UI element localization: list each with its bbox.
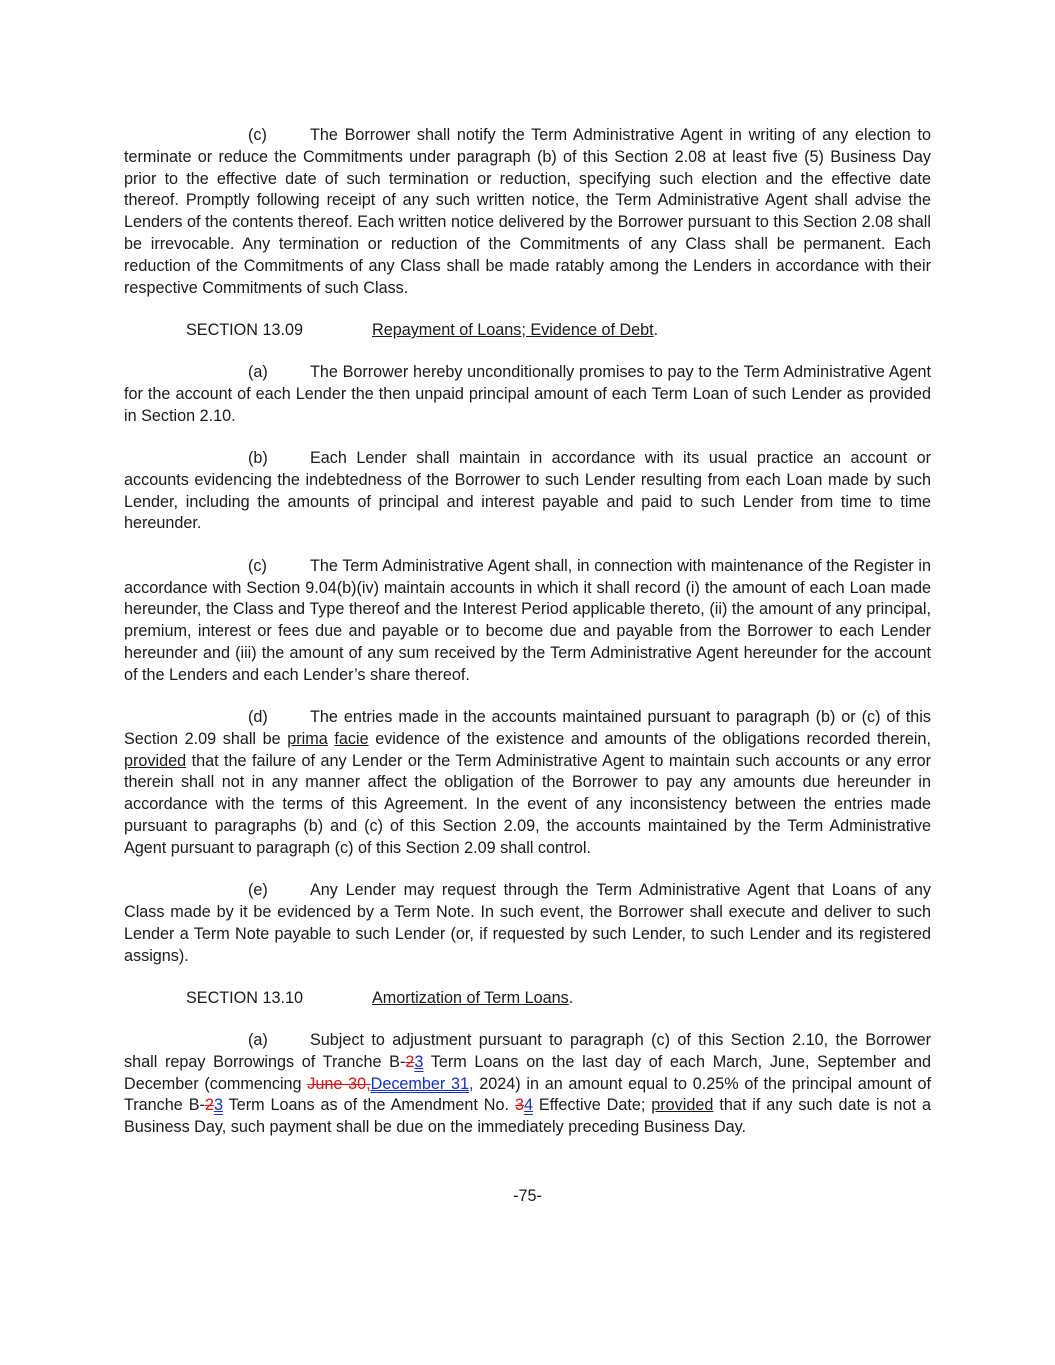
- paragraph-2-09-b: [124, 448, 931, 535]
- paragraph-2-09-e: [124, 880, 931, 967]
- deleted-text: 3: [514, 1096, 524, 1115]
- paragraph-label: (c): [248, 126, 267, 144]
- paragraph-2-09-a: [124, 362, 931, 427]
- deleted-text: 2: [405, 1052, 415, 1071]
- section-title: Amortization of Term Loans: [372, 988, 569, 1007]
- paragraph-label: (a): [248, 1031, 268, 1050]
- inserted-text: 3: [414, 1052, 424, 1071]
- section-heading-13-09: SECTION 13.09 Repayment of Loans; Evidence of Debt.: [186, 320, 931, 342]
- paragraph-text: The Borrower hereby unconditionally promises to pay to the Term Administrative Agent for the account of each Lender the then unpaid principal amount of each Term Loan of such Lender as provided in Section 2.10.: [124, 363, 931, 425]
- facie-term: facie: [334, 729, 369, 748]
- paragraph-text: The Term Administrative Agent shall, in connection with maintenance of the Register in accordance with Section 9.04(b)(iv) maintain accounts in which it shall record (i) the amount of each Loan made hereunder, the Class and Type thereof and the Interest Period applicable thereto, (ii) the amount of any principal, premium, interest or fees due and payable or to become due and payable from the Borrower to each Lender hereunder and (iii) the amount of any sum received by the Term Administrative Agent hereunder for the account of the Lenders and each Lender’s share thereof.: [124, 556, 931, 684]
- provided-term: provided: [651, 1096, 714, 1115]
- paragraph-2-09-c: [124, 556, 931, 687]
- paragraph-2-09-d: (d) The entries made in the accounts maintained pursuant to paragraph (b) or (c) of this Section 2.09 shall be prima facie evidence of the existence and amounts of the obligations recorded therein, provided that the failure of any Lender or the Term Administrative Agent to maintain such accounts or any error therein shall not in any manner affect the obligation of the Borrower to pay any amounts due hereunder in accordance with the terms of this Agreement. In the event of any inconsistency between the entries made pursuant to paragraphs (b) and (c) of this Section 2.09, the accounts maintained by the Term Administrative Agent pursuant to paragraph (c) of this Section 2.09 shall control.: [124, 708, 931, 857]
- paragraph-text: Each Lender shall maintain in accordance with its usual practice an account or accounts evidencing the indebtedness of the Borrower to such Lender resulting from each Loan made by such Lender, including the amounts of principal and interest payable and paid to such Lender from time to time hereunder.: [124, 449, 931, 533]
- inserted-text: 4: [523, 1096, 533, 1115]
- paragraph-label: (c): [248, 556, 267, 575]
- section-title: Repayment of Loans; Evidence of Debt: [372, 320, 654, 339]
- paragraph-2-08-c: [124, 125, 931, 299]
- paragraph-text: Subject to adjustment pursuant to paragraph (c) of this Section 2.10, the Borrower shall repay Borrowings of Tranche B-: [124, 1031, 931, 1071]
- paragraph-text: Any Lender may request through the Term Administrative Agent that Loans of any Class made by it be evidenced by a Term Note. In such event, the Borrower shall execute and deliver to such Lender a Term Note payable to such Lender (or, if requested by such Lender, to such Lender and its registered assigns).: [124, 881, 931, 965]
- provided-term: provided: [124, 751, 187, 770]
- paragraph-text: The Borrower shall notify the Term Administrative Agent in writing of any election to terminate or reduce the Commitments under paragraph (b) of this Section 2.08 at least five (5) Business Day prior to the effective date of such termination or reduction, specifying such election and the effective date thereof. Promptly following receipt of any such written notice, the Term Administrative Agent shall advise the Lenders of the contents thereof. Each written notice delivered by the Borrower pursuant to this Section 2.08 shall be irrevocable. Any termination or reduction of the Commitments of any Class shall be permanent. Each reduction of the Commitments of any Class shall be made ratably among the Lenders in accordance with their respective Commitments of such Class.: [124, 126, 931, 297]
- paragraph-2-10-a: (a) Subject to adjustment pursuant to paragraph (c) of this Section 2.10, the Borrower shall repay Borrowings of Tranche B-23 Term Loans on the last day of each March, June, September and December (commencing June 30,December 31, 2024) in an amount equal to 0.25% of the principal amount of Tranche B-23 Term Loans as of the Amendment No. 34 Effective Date; provided that if any such date is not a Business Day, such payment shall be due on the immediately preceding Business Day.: [124, 1031, 932, 1137]
- deleted-text: June 30,: [307, 1074, 371, 1093]
- paragraph-text: The entries made in the accounts maintained pursuant to paragraph (b) or (c) of this Section 2.09 shall be: [124, 708, 931, 748]
- inserted-text: 3: [213, 1096, 223, 1115]
- paragraph-label: (e): [248, 881, 268, 900]
- section-number: SECTION 13.09: [186, 320, 303, 339]
- paragraph-label: (a): [248, 363, 268, 382]
- deleted-text: 2: [204, 1096, 214, 1115]
- section-heading-13-10: SECTION 13.10 Amortization of Term Loans.: [186, 988, 931, 1010]
- page-number: -75-: [513, 1187, 542, 1205]
- paragraph-label: (b): [248, 449, 268, 468]
- section-number: SECTION 13.10: [186, 988, 303, 1007]
- prima-term: prima: [287, 729, 328, 748]
- inserted-text: December 31,: [370, 1074, 474, 1093]
- paragraph-label: (d): [248, 708, 268, 727]
- document-body: [124, 125, 931, 1160]
